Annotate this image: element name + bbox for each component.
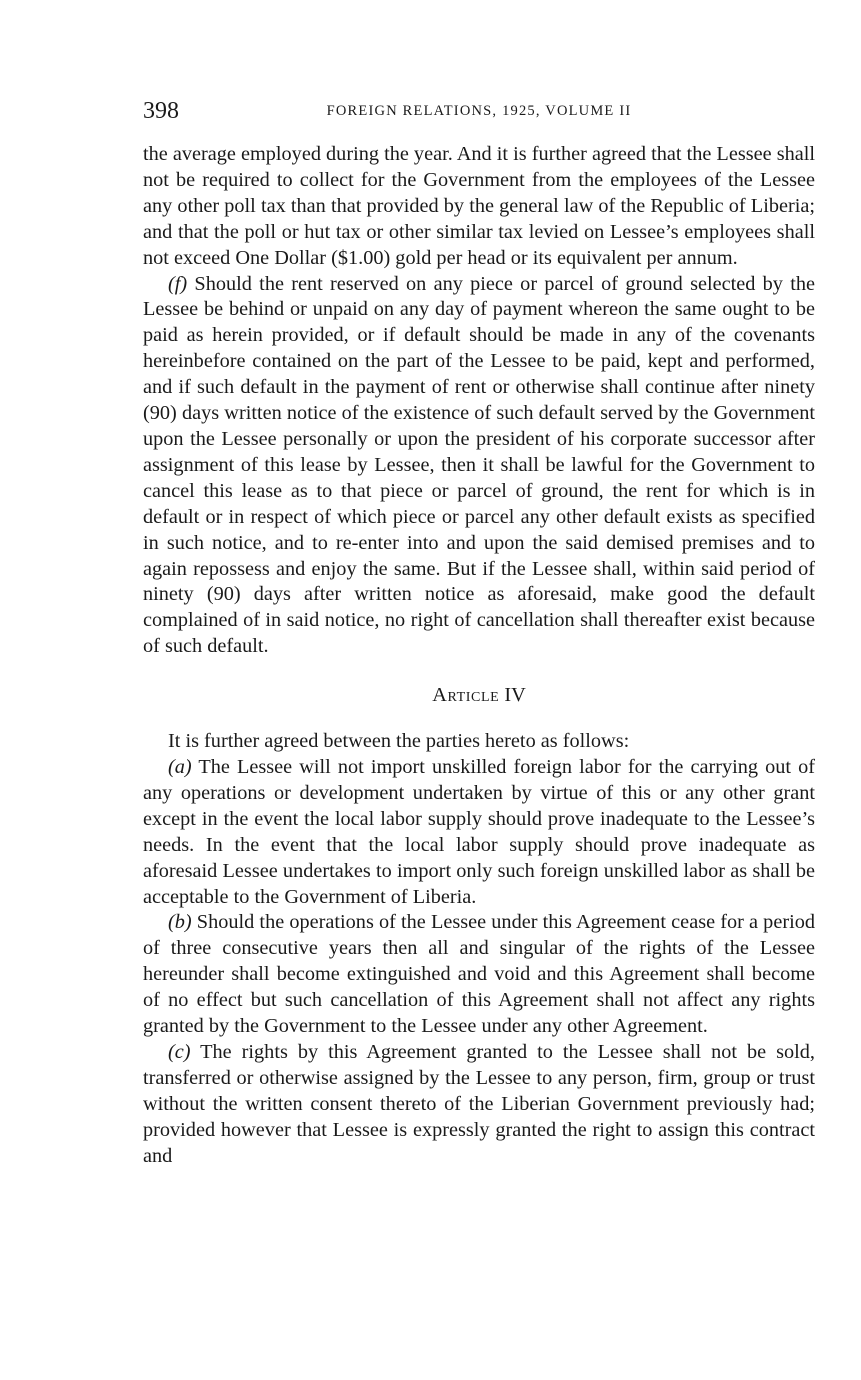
article-heading xyxy=(143,682,815,708)
clause-text-c: The rights by this Agreement granted to the Lessee shall not be sold, transferred or otherwise assigned by the Lessee to any person, firm, group or trust without the written consent thereto of the Liberian Government previously had; provided however that Lessee is expressly granted the right to assign this contract and xyxy=(143,1041,815,1167)
clause-marker-f: (f) xyxy=(168,272,188,295)
paragraph-c xyxy=(143,1040,815,1170)
running-title: FOREIGN RELATIONS, 1925, VOLUME II xyxy=(326,103,632,119)
article-heading-word: Article xyxy=(432,684,500,707)
page-number: 398 xyxy=(143,98,179,124)
paragraph-b xyxy=(143,910,815,1040)
paragraph-a xyxy=(143,755,815,910)
clause-text-b: Should the operations of the Lessee under this Agreement cease for a period of three consecutive years then all and singular of the rights of the Lessee hereunder shall become extinguished and void and this Agreement shall become of no effect but such cancellation of this Agreement shall not affect any rights granted by the Government to the Lessee under any other Agreement. xyxy=(143,911,815,1038)
paragraph-f xyxy=(143,272,815,661)
clause-marker-b: (b) xyxy=(168,911,192,934)
paragraph-intro: It is further agreed between the parties hereto as follows: xyxy=(168,730,630,753)
clause-marker-a: (a) xyxy=(168,756,192,779)
page-header xyxy=(143,96,815,126)
paragraph-continuation: the average employed during the year. And it is further agreed that the Lessee shall not be required to collect for the Government from the employees of the Lessee any other poll tax than that provided by the general law of the Republic of Liberia; and that the poll or hut tax or other similar tax levied on Lessee’s employees shall not exceed One Dollar ($1.00) gold per head or its equivalent per annum. xyxy=(143,143,815,269)
page-body xyxy=(143,142,815,1170)
article-heading-number: IV xyxy=(504,684,526,707)
clause-marker-c: (c) xyxy=(168,1041,191,1063)
clause-text-a: The Lessee will not import unskilled foreign labor for the carrying out of any operations or development undertaken by virtue of this or any other grant except in the event the local labor supply should prove inadequate to the Lessee’s needs. In the event that the local labor supply should prove inadequate as aforesaid Lessee undertakes to import only such foreign unskilled labor as shall be acceptable to the Government of Liberia. xyxy=(143,756,815,908)
clause-text-f: Should the rent reserved on any piece or parcel of ground selected by the Lessee be behind or unpaid on any day of payment whereon the same ought to be paid as herein provided, or if default should be made in any of the covenants hereinbefore contained on the part of the Lessee to be paid, kept and performed, and if such default in the payment of rent or otherwise shall continue after ninety (90) days written notice of the existence of such default served by the Government upon the Lessee personally or upon the president of his corporate successor after assignment of this lease by Lessee, then it shall be lawful for the Government to cancel this lease as to that piece or parcel of ground, the rent for which is in default or in respect of which piece or parcel any other default exists as specified in such notice, and to re-enter into and upon the said demised premises and to again repossess and enjoy the same. But if the Lessee shall, within said period of ninety (90) days after written notice as aforesaid, make good the default complained of in said notice, no right of cancellation shall thereafter exist because of such default. xyxy=(143,272,815,658)
